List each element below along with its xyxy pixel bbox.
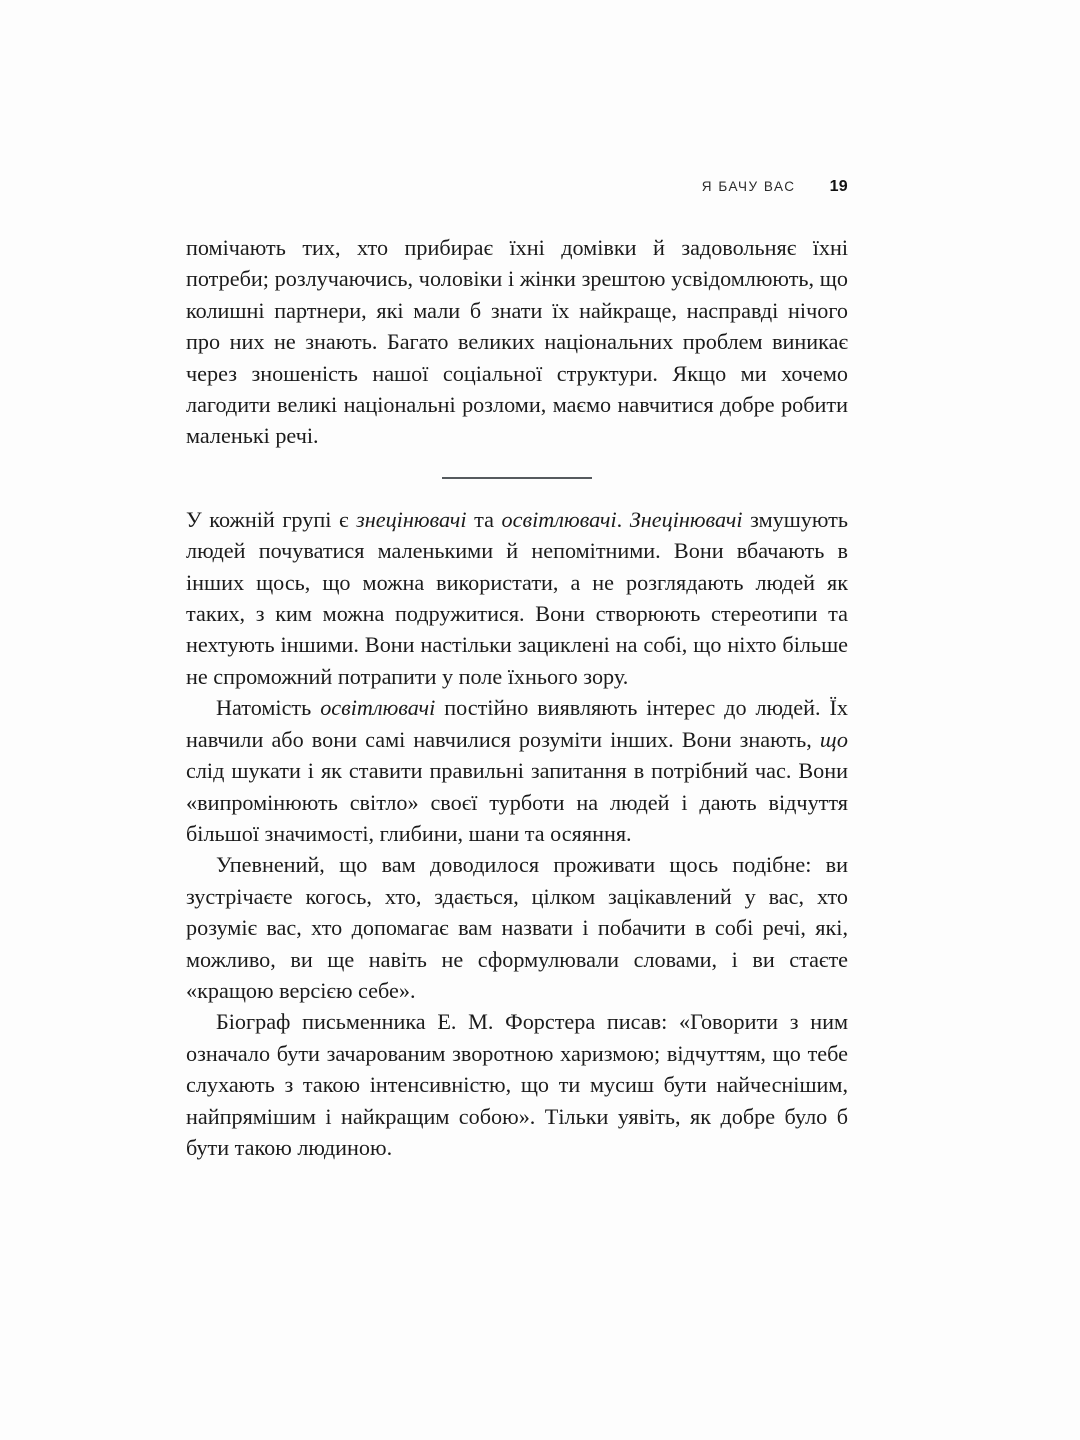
paragraph-3: Натомість освітлювачі постійно виявляють інтерес до людей. Їх навчили або вони самі навчилися розуміти інших. Вони знають, що слід шукати і як ставити правильні запитання в потрібний час. Вони «випромінюють світло» своєї турботи на людей і дають відчуття більшої значимості, глибини, шани та осяяння. — [186, 695, 848, 846]
paragraph-4: Упевнений, що вам доводилося проживати щось подібне: ви зустрічаєте когось, хто, здається, цілком зацікавлений у вас, хто розуміє вас, хто допомагає вам назвати і побачити в собі речі, які, можливо, ви ще навіть не сформулювали словами, і ви стаєте «кращою версією себе». — [186, 852, 848, 1003]
emphasis-text: Знецінювачі — [629, 506, 743, 532]
paragraph-5: Біограф письменника Е. М. Форстера писав: «Говорити з ним означало бути зачарованим зворотною харизмою; відчуттям, що тебе слухають з такою інтенсивністю, що ти мусиш бути найчеснішим, найпрямішим і найкращим собою». Тільки уявіть, як добре було б бути такою людиною. — [186, 1009, 848, 1160]
emphasis-text: знецінювачі — [356, 506, 467, 532]
paragraph-1: помічають тих, хто прибирає їхні домівки й задовольняє їхні потреби; розлучаючись, чоловіки і жінки зрештою усвідомлюють, що колишні партнери, які мали б знати їх найкраще, насправді нічого про них не знають. Багато великих національних проблем виникає через зношеність нашої соціальної структури. Якщо ми хочемо лагодити великі національні розломи, маємо навчитися добре робити маленькі речі. — [186, 235, 848, 449]
running-head-title: Я БАЧУ ВАС — [701, 179, 796, 194]
text-column — [186, 232, 848, 1163]
running-head — [186, 178, 848, 196]
emphasis-text: освітлювачі — [320, 695, 436, 721]
emphasis-text: освітлювачі — [501, 506, 617, 532]
emphasis-text: що — [819, 726, 848, 752]
section-divider — [186, 452, 848, 504]
divider-rule — [442, 477, 592, 479]
paragraph-2: У кожній групі є знецінювачі та освітлювачі. Знецінювачі змушують людей почуватися маленькими й непомітними. Вони вбачають в інших щось, що можна використати, а не розглядають людей як таких, з ким можна подружитися. Вони створюють стереотипи та нехтують іншими. Вони настільки зациклені на собі, що ніхто більше не спроможний потрапити у поле їхнього зору. — [186, 506, 848, 689]
page-number: 19 — [829, 178, 848, 195]
